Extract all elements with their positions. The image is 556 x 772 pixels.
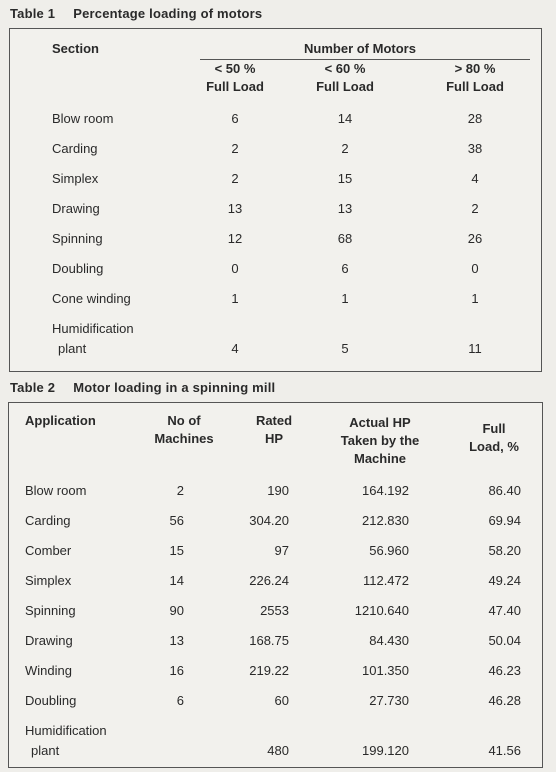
- row-label: Winding: [25, 663, 72, 678]
- cell-lt60: 68: [337, 231, 353, 246]
- row-label: Drawing: [25, 633, 73, 648]
- table1-caption: [10, 6, 262, 21]
- cell-full-load: 49.24: [488, 573, 521, 588]
- cell-rated-hp: 2553: [260, 603, 289, 618]
- row-label: Carding: [25, 513, 71, 528]
- cell-actual-hp: 112.472: [362, 573, 409, 588]
- table2-caption: [10, 380, 275, 395]
- cell-actual-hp: 56.960: [369, 543, 409, 558]
- cell-rated-hp: 480: [267, 743, 289, 758]
- cell-full-load: 69.94: [488, 513, 521, 528]
- cell-lt50: 6: [231, 111, 239, 126]
- cell-machines: 14: [169, 573, 184, 588]
- row-label-line2: plant: [58, 341, 87, 356]
- cell-lt60: 6: [341, 261, 349, 276]
- table2-header-machines-l1: No of: [167, 413, 201, 428]
- cell-gt80: 4: [471, 171, 479, 186]
- cell-lt50: 4: [231, 341, 239, 356]
- cell-lt50: 2: [231, 171, 239, 186]
- cell-lt60: 2: [341, 141, 349, 156]
- cell-machines: 6: [176, 693, 184, 708]
- table2-header-full-l1: Full: [482, 421, 506, 436]
- cell-gt80: 28: [467, 111, 483, 126]
- table1-number: Table 1: [10, 6, 56, 21]
- cell-lt60: 15: [337, 171, 353, 186]
- table1-section-header: Section: [52, 41, 99, 56]
- row-label: Cone winding: [52, 291, 131, 306]
- table2-header-application: Application: [25, 413, 96, 428]
- cell-actual-hp: 1210.640: [354, 603, 409, 618]
- table2-header-actual-l3: Machine: [353, 451, 406, 466]
- row-label: Simplex: [52, 171, 99, 186]
- cell-rated-hp: 97: [274, 543, 289, 558]
- table1-col1-line1: < 50 %: [214, 61, 256, 76]
- cell-lt60: 5: [341, 341, 349, 356]
- row-label: Drawing: [52, 201, 100, 216]
- cell-machines: 13: [169, 633, 184, 648]
- table1-col2-line2: Full Load: [316, 79, 374, 94]
- table1-col1-line2: Full Load: [206, 79, 264, 94]
- row-label: Spinning: [52, 231, 103, 246]
- cell-rated-hp: 168.75: [249, 633, 289, 648]
- cell-gt80: 0: [471, 261, 479, 276]
- cell-lt60: 14: [337, 111, 353, 126]
- row-label-line2: plant: [31, 743, 60, 758]
- cell-full-load: 46.23: [488, 663, 521, 678]
- cell-full-load: 46.28: [488, 693, 521, 708]
- table2: [8, 402, 543, 768]
- table2-header-rated-l2: HP: [264, 431, 284, 446]
- cell-lt60: 1: [341, 291, 349, 306]
- cell-rated-hp: 219.22: [249, 663, 289, 678]
- cell-lt50: 2: [231, 141, 239, 156]
- row-label: Doubling: [25, 693, 77, 708]
- cell-full-load: 47.40: [488, 603, 521, 618]
- cell-actual-hp: 84.430: [369, 633, 409, 648]
- table1-group-rule: [200, 59, 530, 60]
- cell-machines: 2: [176, 483, 184, 498]
- row-label: Blow room: [52, 111, 114, 126]
- row-label: Doubling: [52, 261, 104, 276]
- cell-lt50: 12: [227, 231, 243, 246]
- row-label: Humidification: [52, 321, 134, 336]
- cell-machines: 16: [169, 663, 184, 678]
- cell-actual-hp: 212.830: [362, 513, 409, 528]
- cell-full-load: 41.56: [488, 743, 521, 758]
- cell-actual-hp: 101.350: [362, 663, 409, 678]
- table2-header-actual-l2: Taken by the: [340, 433, 420, 448]
- table1-col3-line2: Full Load: [446, 79, 504, 94]
- row-label: Comber: [25, 543, 72, 558]
- table2-title: Motor loading in a spinning mill: [73, 380, 276, 395]
- cell-lt50: 1: [231, 291, 239, 306]
- cell-gt80: 2: [471, 201, 479, 216]
- table2-header-actual-l1: Actual HP: [349, 415, 411, 430]
- row-label: Spinning: [25, 603, 76, 618]
- cell-actual-hp: 27.730: [369, 693, 409, 708]
- table2-header-full-l2: Load, %: [469, 439, 519, 454]
- cell-machines: 90: [169, 603, 184, 618]
- cell-full-load: 58.20: [488, 543, 521, 558]
- cell-machines: 56: [169, 513, 184, 528]
- cell-lt50: 0: [231, 261, 239, 276]
- cell-full-load: 86.40: [488, 483, 521, 498]
- cell-rated-hp: 304.20: [249, 513, 289, 528]
- table2-header-machines-l2: Machines: [154, 431, 214, 446]
- cell-rated-hp: 190: [267, 483, 289, 498]
- cell-gt80: 1: [471, 291, 479, 306]
- table1-col3-line1: > 80 %: [454, 61, 496, 76]
- table2-header-rated-l1: Rated: [255, 413, 293, 428]
- row-label: Blow room: [25, 483, 87, 498]
- table1: [9, 28, 542, 372]
- row-label: Simplex: [25, 573, 72, 588]
- table1-title: Percentage loading of motors: [73, 6, 263, 21]
- cell-machines: 15: [169, 543, 184, 558]
- cell-gt80: 38: [467, 141, 483, 156]
- table1-col2-line1: < 60 %: [324, 61, 366, 76]
- cell-gt80: 26: [467, 231, 483, 246]
- row-label: Humidification: [25, 723, 107, 738]
- cell-actual-hp: 164.192: [362, 483, 409, 498]
- table2-number: Table 2: [10, 380, 56, 395]
- row-label: Carding: [52, 141, 98, 156]
- cell-full-load: 50.04: [488, 633, 521, 648]
- cell-lt50: 13: [227, 201, 243, 216]
- cell-gt80: 11: [468, 341, 482, 356]
- cell-rated-hp: 226.24: [249, 573, 289, 588]
- table1-group-header: Number of Motors: [304, 41, 416, 56]
- cell-rated-hp: 60: [274, 693, 289, 708]
- cell-actual-hp: 199.120: [362, 743, 409, 758]
- cell-lt60: 13: [337, 201, 353, 216]
